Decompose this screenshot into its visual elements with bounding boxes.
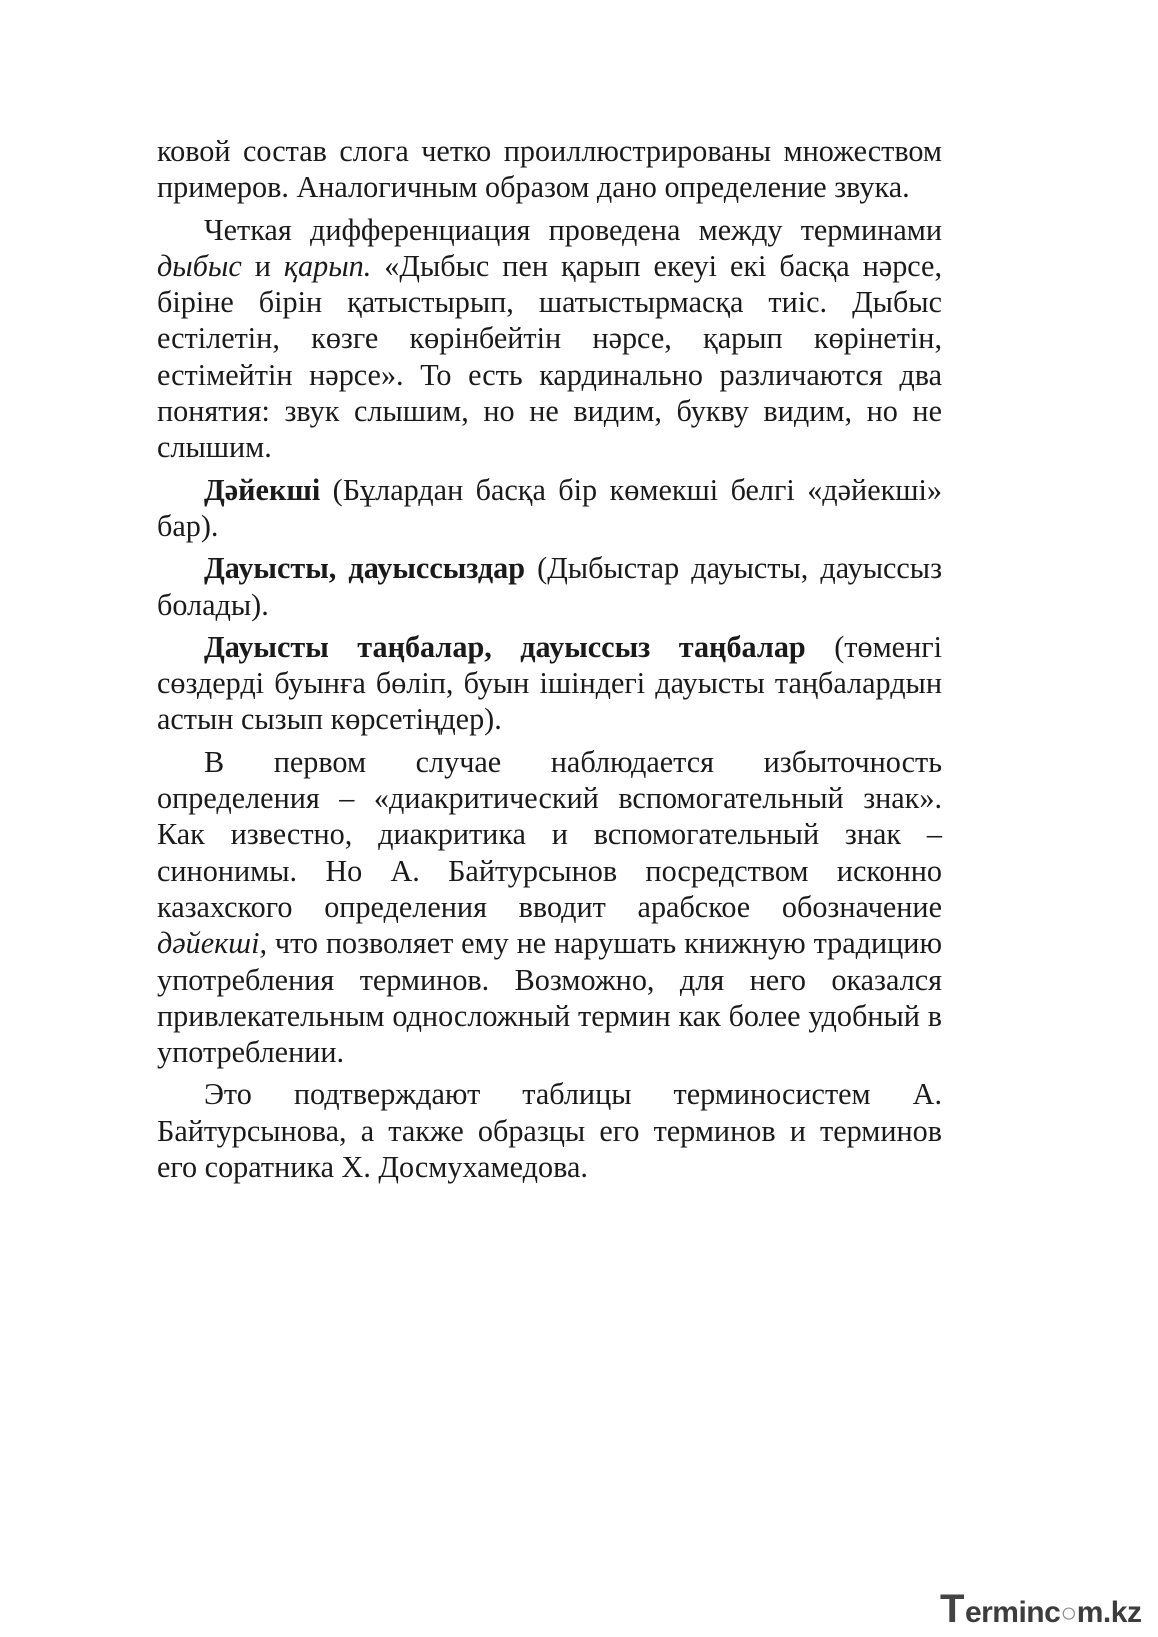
text-run: и (241, 248, 284, 283)
paragraph (157, 212, 942, 466)
bold-term: Дауысты, дауыссыздар (204, 551, 526, 586)
text-run: Это подтверждают таблицы терминосистем А. Байтурсынова, а также образцы его терминов и терминов его соратника Х. Досмухамедова. (157, 1077, 942, 1185)
paragraph (157, 1076, 942, 1185)
paragraph (157, 472, 942, 545)
text-run: (төменгі сөздерді буынға бөліп, буын ішіндегі дауысты таңбалардын астын сызып көрсетіңдер). (157, 629, 942, 737)
logo-text-part2: m.kz (1076, 1596, 1142, 1629)
logo-letter-t: T (940, 1587, 964, 1631)
magnifier-icon: ○ (1060, 1597, 1077, 1628)
italic-term: қарып. (283, 248, 372, 283)
bold-term: Дауысты таңбалар, дауыссыз таңбалар (204, 629, 806, 664)
paragraph (157, 744, 942, 1071)
text-run: «Дыбыс пен қарып екеуі екі басқа нәрсе, біріне бірін қатыстырып, шатыстырмасқа тиіс. Дыбыс естілетін, көзге көрінбейтін нәрсе, қарып көрінетін, естімейтін нәрсе». То есть кардинально различаются два понятия: звук слышим, но не видим, букву видим, но не слышим. (157, 248, 942, 465)
italic-term: дыбыс (157, 248, 242, 283)
italic-term: дәйекші, (157, 926, 268, 961)
text-run: Четкая дифференциация проведена между терминами (204, 212, 942, 247)
text-run: что позволяет ему не нарушать книжную традицию употребления терминов. Возможно, для него оказался привлекательным односложный термин как более удобный в употреблении. (157, 926, 942, 1070)
paragraph (157, 133, 942, 206)
bold-term: Дәйекші (204, 472, 321, 507)
text-run: В первом случае наблюдается избыточность определения – «диакритический вспомогательный знак». Как известно, диакритика и вспомогательный знак – синонимы. Но А. Байтурсынов посредством исконно казахского определения вводит арабское обозначение (157, 744, 942, 924)
paragraph (157, 550, 942, 623)
text-run: (Дыбыстар дауысты, дауыссыз болады). (157, 551, 942, 622)
logo-text-part1: erminc (964, 1596, 1061, 1629)
page-body (157, 133, 942, 1185)
termincom-logo (940, 1587, 1142, 1631)
paragraph (157, 629, 942, 738)
text-run: (Бұлардан басқа бір көмекші белгі «дәйекші» бар). (157, 472, 942, 543)
text-run: ковой состав слога четко проиллюстрированы множеством примеров. Аналогичным образом дано определение звука. (157, 134, 942, 205)
